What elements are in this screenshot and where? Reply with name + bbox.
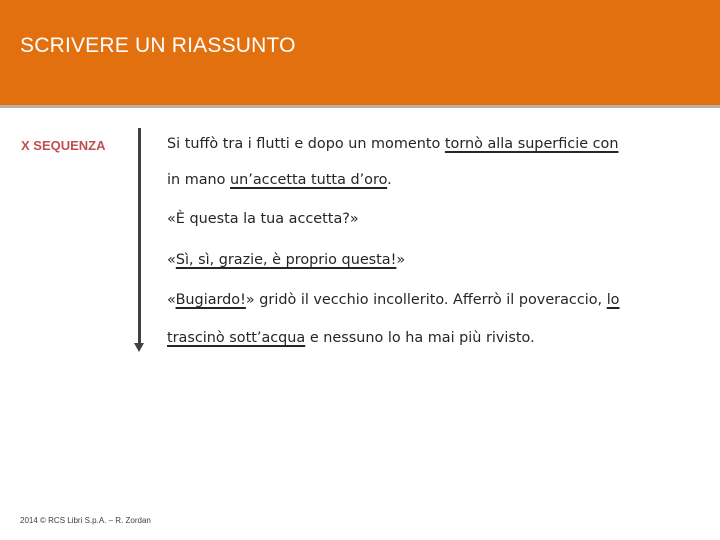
slide-title: SCRIVERE UN RIASSUNTO — [20, 34, 296, 57]
underlined-text: tornò alla superficie con — [444, 136, 619, 152]
text-line-1 — [167, 134, 618, 154]
text-span: Si tuffò tra i flutti e dopo un momento — [167, 136, 445, 152]
sequence-arrow-head-icon — [134, 343, 144, 352]
text-line-3 — [167, 209, 359, 229]
text-span: in mano — [167, 172, 231, 188]
underlined-text: trascinò sott’acqua — [167, 330, 306, 346]
text-line-2 — [167, 170, 392, 190]
text-span: « — [167, 292, 176, 308]
text-line-5 — [167, 290, 620, 310]
underlined-text: un’accetta tutta d’oro — [230, 172, 388, 188]
copyright-footer: 2014 © RCS Libri S.p.A. – R. Zordan — [20, 516, 151, 525]
text-span: » gridò il vecchio incollerito. Afferrò il poveraccio, — [245, 292, 607, 308]
underlined-text: Bugiardo! — [175, 292, 246, 308]
text-span: » — [396, 252, 406, 268]
underlined-text: Sì, sì, grazie, è proprio questa! — [175, 252, 397, 268]
text-line-4 — [167, 250, 405, 270]
sequence-arrow-shaft — [138, 128, 141, 346]
sequence-label: X SEQUENZA — [21, 138, 106, 153]
text-line-6 — [167, 328, 535, 348]
header-bar — [0, 0, 720, 108]
text-span: . — [387, 172, 392, 188]
text-span: e nessuno lo ha mai più rivisto. — [305, 330, 535, 346]
text-span: «È questa la tua accetta?» — [167, 211, 359, 227]
text-span: « — [167, 252, 176, 268]
underlined-text: lo — [606, 292, 620, 308]
